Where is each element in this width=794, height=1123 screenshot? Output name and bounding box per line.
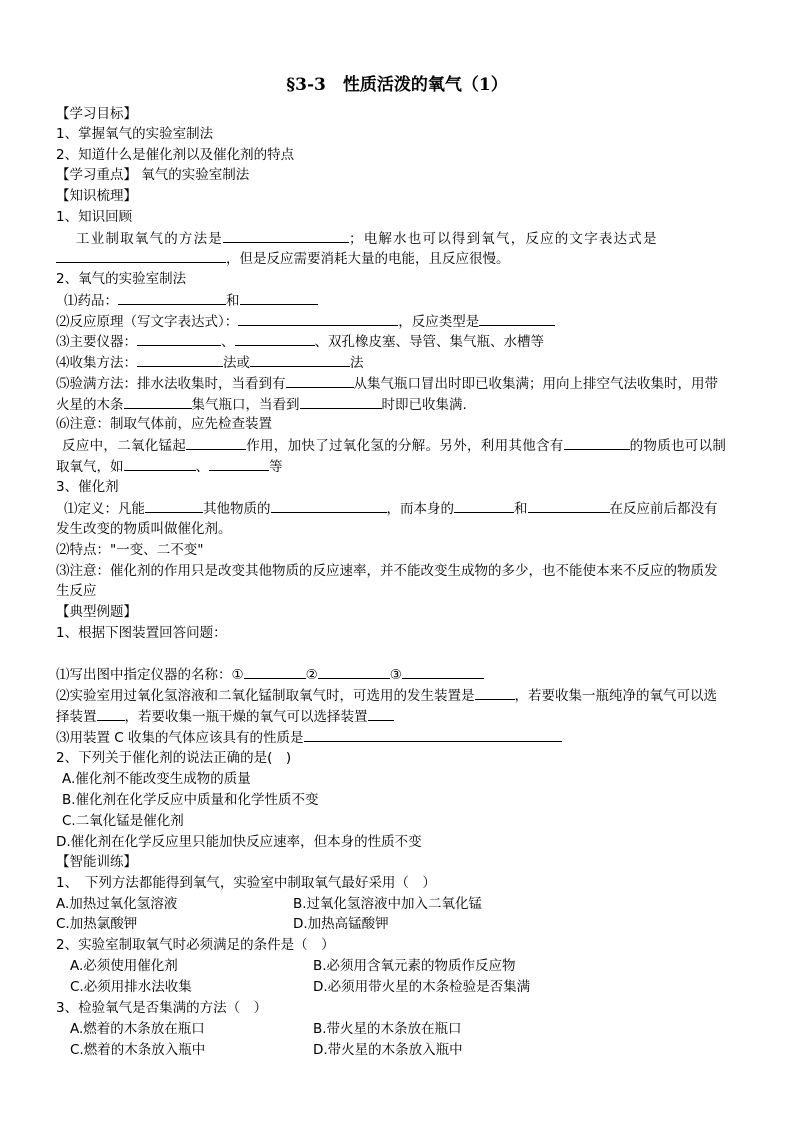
question-part: ⑵实验室用过氧化氢溶液和二氧化锰制取氧气时，可选用的发生装置是 ，若要收集一瓶纯净的氧气可以选 <box>56 685 746 706</box>
option[interactable]: A.催化剂不能改变生成物的质量 <box>62 771 251 787</box>
training-header: 【智能训练】 <box>56 854 137 870</box>
question: 1、根据下图装置回答问题： <box>56 625 227 641</box>
option[interactable]: C.燃着的木条放入瓶中 <box>70 1042 206 1058</box>
knowledge-header: 【知识梳理】 <box>56 188 137 204</box>
principle-line: ⑵反应原理（写文字表达式）： ，反应类型是 <box>56 311 746 332</box>
full-check-line: 火星的木条 集气瓶口，当看到 时即已收集满. <box>56 394 746 415</box>
section-title: 3、催化剂 <box>56 479 119 495</box>
answer-blank[interactable] <box>223 228 349 243</box>
full-check-line: ⑸验满方法：排水法收集时，当看到有 从集气瓶口冒出时即已收集满；用向上排空气法收集时，用带 <box>56 373 746 394</box>
question-part: ⑴写出图中指定仪器的名称：① ② ③ <box>56 664 746 685</box>
drugs-line: ⑴药品： 和 <box>64 290 754 311</box>
option[interactable]: C.二氧化锰是催化剂 <box>62 813 184 829</box>
review-line: 工业制取氧气的方法是 ；电解水也可以得到氧气，反应的文字表达式是 <box>76 228 766 249</box>
instruments-line: ⑶主要仪器： 、 、双孔橡皮塞、导管、集气瓶、水槽等 <box>56 331 746 352</box>
page-title: §3-3 性质活泼的氧气（1） <box>286 75 508 95</box>
option[interactable]: A.燃着的木条放在瓶口 <box>70 1021 205 1037</box>
answer-blank[interactable] <box>271 498 387 513</box>
answer-blank[interactable] <box>186 435 246 450</box>
definition-line: ⑴定义：凡能 其他物质的 ，而本身的 和 在反应前后都没有 <box>64 498 754 519</box>
option[interactable]: B.必须用含氧元素的物质作反应物 <box>313 958 516 974</box>
option[interactable]: B.带火星的木条放在瓶口 <box>313 1021 462 1037</box>
caution-line: 生反应 <box>56 583 97 599</box>
caution-line: ⑶注意：催化剂的作用只是改变其他物质的反应速率，并不能改变生成物的多少，也不能使本来不反应的物质发 <box>56 563 718 579</box>
answer-blank[interactable] <box>235 331 315 346</box>
note-line: ⑹注意：制取气体前，应先检查装置 <box>56 416 272 432</box>
answer-blank[interactable] <box>209 456 269 471</box>
option[interactable]: A.必须使用催化剂 <box>70 958 178 974</box>
question-part: 择装置 ，若要收集一瓶干燥的氧气可以选择装置 <box>56 706 746 727</box>
examples-header: 【典型例题】 <box>56 604 137 620</box>
answer-blank[interactable] <box>240 290 318 305</box>
section-title: 1、知识回顾 <box>56 209 133 225</box>
answer-blank[interactable] <box>238 311 398 326</box>
answer-blank[interactable] <box>124 394 192 409</box>
question: 3、检验氧气是否集满的方法（ ） <box>56 1000 268 1016</box>
option[interactable]: D.催化剂在化学反应里只能加快反应速率，但本身的性质不变 <box>56 834 422 850</box>
answer-blank[interactable] <box>402 664 484 679</box>
answer-blank[interactable] <box>124 456 196 471</box>
answer-blank[interactable] <box>137 331 221 346</box>
question: 1、 下列方法都能得到氧气，实验室中制取氧气最好采用（ ） <box>56 875 436 891</box>
collect-line: ⑷收集方法： 法或 法 <box>56 352 746 373</box>
answer-blank[interactable] <box>475 685 515 700</box>
answer-blank[interactable] <box>368 706 394 721</box>
answer-blank[interactable] <box>286 373 354 388</box>
definition-line: 发生改变的物质叫做催化剂。 <box>56 521 232 537</box>
option[interactable]: C.必须用排水法收集 <box>70 979 192 995</box>
answer-blank[interactable] <box>118 290 226 305</box>
answer-blank[interactable] <box>137 352 223 367</box>
option[interactable]: B.过氧化氢溶液中加入二氧化锰 <box>293 896 483 912</box>
option[interactable]: B.催化剂在化学反应中质量和化学性质不变 <box>62 792 319 808</box>
mn-line: 反应中，二氧化锰起 作用，加快了过氧化氢的分解。另外，利用其他含有 的物质也可以制 <box>62 435 752 456</box>
question-part: ⑶用装置 C 收集的气体应该具有的性质是 <box>56 727 746 748</box>
key-point: 【学习重点】 氧气的实验室制法 <box>56 167 250 183</box>
option[interactable]: A.加热过氧化氢溶液 <box>56 896 178 912</box>
objectives-header: 【学习目标】 <box>56 106 137 122</box>
option[interactable]: C.加热氯酸钾 <box>56 916 138 932</box>
section-title: 2、氧气的实验室制法 <box>56 271 187 287</box>
answer-blank[interactable] <box>97 706 125 721</box>
answer-blank[interactable] <box>56 248 226 263</box>
option[interactable]: D.加热高锰酸钾 <box>293 916 389 932</box>
question: 2、实验室制取氧气时必须满足的条件是（ ） <box>56 937 335 953</box>
answer-blank[interactable] <box>250 352 350 367</box>
mn-line: 取氧气，如 、 等 <box>56 456 746 477</box>
answer-blank[interactable] <box>454 498 514 513</box>
option[interactable]: D.带火星的木条放入瓶中 <box>313 1042 463 1058</box>
answer-blank[interactable] <box>479 311 555 326</box>
answer-blank[interactable] <box>304 727 562 742</box>
answer-blank[interactable] <box>300 394 382 409</box>
answer-blank[interactable] <box>145 498 203 513</box>
answer-blank[interactable] <box>318 664 390 679</box>
option[interactable]: D.必须用带火星的木条检验是否集满 <box>313 979 531 995</box>
objective-item: 1、掌握氧气的实验室制法 <box>56 126 214 142</box>
answer-blank[interactable] <box>564 435 630 450</box>
review-line: ，但是反应需要消耗大量的电能，且反应很慢。 <box>56 248 746 269</box>
answer-blank[interactable] <box>244 664 306 679</box>
objective-item: 2、知道什么是催化剂以及催化剂的特点 <box>56 147 295 163</box>
answer-blank[interactable] <box>528 498 610 513</box>
feature-line: ⑵特点："一变、二不变" <box>56 542 204 558</box>
question: 2、下列关于催化剂的说法正确的是( ) <box>56 750 292 766</box>
